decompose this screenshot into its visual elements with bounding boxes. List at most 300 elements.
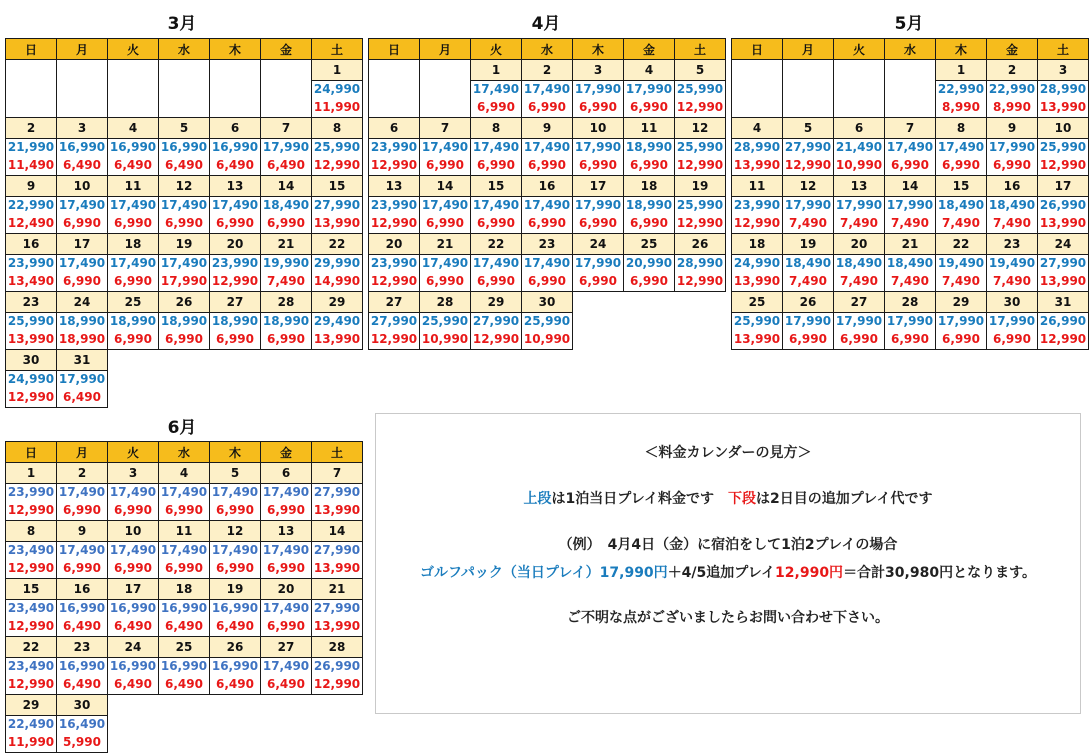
empty-cell [210, 716, 261, 753]
price-row [6, 542, 363, 579]
lower-price: 12,990 [1039, 332, 1087, 346]
upper-price: 25,990 [676, 140, 724, 154]
empty-cell [783, 81, 834, 118]
upper-price: 17,990 [886, 314, 934, 328]
day-prices [159, 600, 210, 637]
month-title: 3月 [167, 14, 197, 34]
lower-price: 6,490 [63, 158, 101, 172]
upper-price: 17,990 [886, 198, 934, 212]
empty-cell [312, 371, 363, 408]
empty-cell [210, 81, 261, 118]
lower-price: 6,990 [114, 332, 152, 346]
day-prices [108, 197, 159, 234]
lower-price: 6,990 [840, 332, 878, 346]
day-number: 19 [159, 234, 210, 255]
day-prices [6, 139, 57, 176]
day-number-row [732, 176, 1089, 197]
day-number-row [732, 118, 1089, 139]
day-prices [936, 197, 987, 234]
upper-price: 17,490 [472, 256, 520, 270]
lower-price: 6,990 [216, 561, 254, 575]
day-prices [57, 484, 108, 521]
upper-price: 19,990 [262, 256, 310, 270]
day-number: 23 [522, 234, 573, 255]
upper-price: 16,990 [160, 659, 208, 673]
upper-price: 17,490 [262, 601, 310, 615]
day-prices [6, 716, 57, 753]
lower-price: 6,990 [165, 503, 203, 517]
lower-price: 6,990 [267, 332, 305, 346]
lower-price: 7,490 [789, 274, 827, 288]
upper-price: 17,990 [58, 372, 106, 386]
day-prices [57, 197, 108, 234]
upper-price: 17,490 [421, 140, 469, 154]
empty-cell [369, 81, 420, 118]
lower-price: 7,490 [942, 274, 980, 288]
upper-price: 27,990 [1039, 256, 1087, 270]
upper-price: 28,990 [676, 256, 724, 270]
lower-price: 13,990 [1039, 274, 1087, 288]
day-number: 8 [6, 521, 57, 542]
empty-cell [675, 313, 726, 350]
day-number: 17 [57, 234, 108, 255]
empty-cell [6, 60, 57, 81]
upper-price: 27,990 [313, 601, 361, 615]
day-number: 13 [210, 176, 261, 197]
lower-desc: は2日目の追加プレイ代です [756, 491, 933, 507]
lower-price: 6,990 [114, 561, 152, 575]
lower-price: 12,990 [784, 158, 832, 172]
upper-price: 17,490 [211, 198, 259, 212]
upper-price: 21,990 [7, 140, 55, 154]
upper-price: 17,990 [262, 140, 310, 154]
upper-price: 17,490 [211, 543, 259, 557]
upper-price: 17,490 [937, 140, 985, 154]
weekday-label: 土 [312, 39, 363, 60]
price-row [6, 600, 363, 637]
weekday-label: 土 [1038, 39, 1089, 60]
day-prices [210, 313, 261, 350]
lower-price: 12,990 [676, 216, 724, 230]
day-number-row [6, 579, 363, 600]
day-prices [471, 197, 522, 234]
day-number: 31 [1038, 292, 1089, 313]
weekday-label: 水 [159, 442, 210, 463]
day-prices [312, 197, 363, 234]
day-number: 2 [987, 60, 1038, 81]
upper-price: 27,990 [784, 140, 832, 154]
upper-price: 23,990 [370, 198, 418, 212]
day-prices [987, 255, 1038, 292]
day-number: 2 [57, 463, 108, 484]
upper-price: 17,990 [988, 314, 1036, 328]
extra-price: 12,990円 [775, 565, 844, 581]
lower-price: 12,990 [211, 274, 259, 288]
day-number: 14 [420, 176, 471, 197]
lower-price: 6,990 [993, 332, 1031, 346]
upper-price: 16,990 [160, 140, 208, 154]
day-prices [312, 658, 363, 695]
day-number-row [6, 292, 363, 313]
calendar-table-april [368, 38, 726, 350]
day-prices [522, 197, 573, 234]
day-prices [783, 139, 834, 176]
day-prices [732, 139, 783, 176]
day-number: 26 [783, 292, 834, 313]
day-number: 14 [261, 176, 312, 197]
day-number: 13 [834, 176, 885, 197]
lower-price: 6,990 [114, 274, 152, 288]
day-number: 7 [261, 118, 312, 139]
lower-price: 12,990 [370, 332, 418, 346]
empty-cell [834, 60, 885, 81]
day-number: 26 [675, 234, 726, 255]
day-prices [471, 255, 522, 292]
month-title: 5月 [894, 14, 924, 34]
day-number: 21 [261, 234, 312, 255]
upper-price: 24,990 [313, 82, 361, 96]
legend-contact: ご不明な点がございましたらお問い合わせ下さい。 [567, 610, 889, 626]
day-prices [57, 658, 108, 695]
lower-price: 7,490 [891, 274, 929, 288]
price-row [6, 197, 363, 234]
lower-price: 6,990 [477, 158, 515, 172]
upper-price: 17,990 [574, 82, 622, 96]
upper-price: 20,990 [625, 256, 673, 270]
upper-price: 18,990 [625, 198, 673, 212]
day-prices [1038, 197, 1089, 234]
empty-cell [108, 60, 159, 81]
upper-price: 23,490 [7, 543, 55, 557]
day-number: 16 [522, 176, 573, 197]
day-prices [312, 600, 363, 637]
lower-price: 6,490 [267, 677, 305, 691]
upper-price: 17,990 [625, 82, 673, 96]
upper-price: 16,990 [109, 601, 157, 615]
lower-price: 12,990 [370, 158, 418, 172]
pack-price: ゴルフパック（当日プレイ）17,990円 [420, 565, 668, 581]
upper-price: 17,490 [109, 198, 157, 212]
day-number: 7 [312, 463, 363, 484]
day-number: 8 [936, 118, 987, 139]
day-prices [108, 313, 159, 350]
upper-price: 17,490 [472, 198, 520, 212]
lower-price: 6,990 [942, 332, 980, 346]
day-number: 27 [210, 292, 261, 313]
calendar-table-june [5, 441, 363, 753]
weekday-header-row [369, 39, 726, 60]
upper-price: 23,990 [370, 140, 418, 154]
lower-price: 6,990 [267, 561, 305, 575]
upper-price: 17,490 [472, 140, 520, 154]
day-number: 11 [108, 176, 159, 197]
empty-cell [834, 81, 885, 118]
day-number: 4 [159, 463, 210, 484]
day-number: 23 [6, 292, 57, 313]
lower-price: 6,990 [528, 274, 566, 288]
day-number: 15 [936, 176, 987, 197]
empty-cell [108, 695, 159, 716]
upper-price: 17,490 [58, 485, 106, 499]
day-number: 22 [312, 234, 363, 255]
day-number: 20 [834, 234, 885, 255]
day-prices [159, 197, 210, 234]
day-number: 31 [57, 350, 108, 371]
empty-cell [210, 60, 261, 81]
weekday-label: 木 [210, 39, 261, 60]
upper-price: 23,490 [7, 601, 55, 615]
empty-cell [159, 371, 210, 408]
day-prices [783, 313, 834, 350]
day-prices [6, 255, 57, 292]
upper-label: 上段 [523, 491, 552, 507]
lower-price: 12,990 [7, 561, 55, 575]
day-number: 10 [1038, 118, 1089, 139]
weekday-label: 木 [210, 442, 261, 463]
day-number: 14 [885, 176, 936, 197]
lower-price: 6,490 [114, 619, 152, 633]
price-row [732, 139, 1089, 176]
upper-price: 16,490 [58, 717, 106, 731]
upper-price: 22,990 [7, 198, 55, 212]
upper-price: 18,990 [109, 314, 157, 328]
day-prices [834, 313, 885, 350]
upper-price: 27,990 [370, 314, 418, 328]
day-number: 1 [936, 60, 987, 81]
lower-price: 7,490 [840, 274, 878, 288]
day-prices [834, 255, 885, 292]
day-prices [6, 542, 57, 579]
calendar-table-may [731, 38, 1089, 350]
day-number: 29 [936, 292, 987, 313]
day-prices [312, 81, 363, 118]
day-number: 18 [159, 579, 210, 600]
legend-calculation [376, 562, 1080, 582]
price-row [6, 658, 363, 695]
day-prices [369, 313, 420, 350]
lower-price: 6,990 [165, 216, 203, 230]
lower-price: 12,990 [7, 677, 55, 691]
price-row [369, 313, 726, 350]
day-prices [885, 197, 936, 234]
price-row [732, 197, 1089, 234]
day-prices [732, 197, 783, 234]
day-number: 3 [57, 118, 108, 139]
day-prices [159, 658, 210, 695]
lower-price: 6,990 [267, 503, 305, 517]
lower-price: 7,490 [891, 216, 929, 230]
lower-price: 6,990 [477, 216, 515, 230]
price-row [369, 81, 726, 118]
upper-price: 17,490 [523, 198, 571, 212]
day-prices [261, 658, 312, 695]
day-number-row [369, 176, 726, 197]
price-row [6, 371, 363, 408]
day-number: 20 [261, 579, 312, 600]
upper-price: 23,990 [211, 256, 259, 270]
lower-price: 13,990 [7, 332, 55, 346]
price-row [6, 313, 363, 350]
upper-price: 17,490 [211, 485, 259, 499]
day-prices [1038, 313, 1089, 350]
day-prices [57, 542, 108, 579]
day-prices [675, 81, 726, 118]
lower-price: 6,990 [165, 561, 203, 575]
day-number: 23 [57, 637, 108, 658]
upper-desc: は1泊当日プレイ料金です [551, 491, 728, 507]
upper-price: 16,990 [58, 601, 106, 615]
day-number: 3 [1038, 60, 1089, 81]
upper-price: 21,490 [835, 140, 883, 154]
lower-price: 13,990 [733, 158, 781, 172]
day-number: 12 [675, 118, 726, 139]
weekday-header-row [732, 39, 1089, 60]
lower-price: 6,990 [630, 100, 668, 114]
upper-price: 26,990 [1039, 198, 1087, 212]
day-prices [624, 255, 675, 292]
day-prices [57, 139, 108, 176]
day-number: 24 [57, 292, 108, 313]
upper-price: 17,990 [835, 198, 883, 212]
weekday-label: 日 [6, 39, 57, 60]
upper-price: 24,990 [7, 372, 55, 386]
empty-cell [108, 350, 159, 371]
day-number: 21 [312, 579, 363, 600]
day-number: 4 [108, 118, 159, 139]
day-prices [108, 542, 159, 579]
lower-price: 13,990 [1039, 216, 1087, 230]
weekday-label: 金 [261, 442, 312, 463]
empty-cell [624, 313, 675, 350]
day-prices [108, 600, 159, 637]
day-number: 20 [369, 234, 420, 255]
lower-price: 6,490 [165, 158, 203, 172]
upper-price: 18,990 [262, 314, 310, 328]
lower-label: 下段 [728, 491, 756, 507]
empty-cell [261, 716, 312, 753]
day-number-row [6, 521, 363, 542]
day-number: 17 [573, 176, 624, 197]
empty-cell [210, 350, 261, 371]
day-prices [312, 255, 363, 292]
day-number-row [369, 60, 726, 81]
day-prices [108, 658, 159, 695]
lower-price: 7,490 [789, 216, 827, 230]
day-number-row [6, 463, 363, 484]
empty-cell [159, 350, 210, 371]
lower-price: 8,990 [942, 100, 980, 114]
lower-price: 6,990 [579, 100, 617, 114]
upper-price: 23,990 [370, 256, 418, 270]
day-prices [783, 197, 834, 234]
day-prices [261, 197, 312, 234]
price-row [732, 81, 1089, 118]
day-number: 19 [783, 234, 834, 255]
upper-price: 27,990 [313, 485, 361, 499]
weekday-label: 火 [108, 39, 159, 60]
upper-price: 17,490 [160, 256, 208, 270]
weekday-label: 火 [108, 442, 159, 463]
empty-cell [261, 350, 312, 371]
lower-price: 7,490 [840, 216, 878, 230]
empty-cell [261, 60, 312, 81]
lower-price: 6,990 [579, 274, 617, 288]
empty-cell [159, 81, 210, 118]
day-prices [261, 313, 312, 350]
lower-price: 6,990 [426, 158, 464, 172]
day-prices [522, 313, 573, 350]
upper-price: 17,990 [835, 314, 883, 328]
day-number: 22 [471, 234, 522, 255]
day-prices [210, 197, 261, 234]
legend-panel [375, 413, 1081, 714]
upper-price: 23,990 [733, 198, 781, 212]
weekday-label: 木 [573, 39, 624, 60]
day-prices [573, 255, 624, 292]
weekday-label: 金 [987, 39, 1038, 60]
day-number: 10 [573, 118, 624, 139]
day-number: 13 [261, 521, 312, 542]
empty-cell [261, 371, 312, 408]
day-prices [57, 371, 108, 408]
empty-cell [210, 695, 261, 716]
upper-price: 16,990 [160, 601, 208, 615]
empty-cell [420, 81, 471, 118]
day-number-row [369, 118, 726, 139]
upper-price: 25,990 [1039, 140, 1087, 154]
day-prices [936, 81, 987, 118]
upper-price: 17,990 [784, 198, 832, 212]
day-number-row [6, 695, 363, 716]
upper-price: 17,990 [988, 140, 1036, 154]
day-prices [210, 542, 261, 579]
upper-price: 22,990 [937, 82, 985, 96]
day-number: 18 [108, 234, 159, 255]
day-number: 27 [369, 292, 420, 313]
lower-price: 6,490 [216, 677, 254, 691]
upper-price: 17,490 [523, 256, 571, 270]
day-number: 25 [159, 637, 210, 658]
day-number: 9 [57, 521, 108, 542]
upper-price: 17,490 [262, 485, 310, 499]
lower-price: 6,490 [216, 619, 254, 633]
day-number-row [732, 60, 1089, 81]
lower-price: 6,490 [63, 390, 101, 404]
day-prices [783, 255, 834, 292]
day-prices [420, 197, 471, 234]
upper-price: 25,990 [421, 314, 469, 328]
lower-price: 6,990 [63, 561, 101, 575]
lower-price: 6,990 [63, 274, 101, 288]
day-prices [261, 542, 312, 579]
day-prices [522, 255, 573, 292]
day-number: 1 [6, 463, 57, 484]
day-number: 4 [732, 118, 783, 139]
lower-price: 6,490 [63, 677, 101, 691]
upper-price: 17,490 [421, 198, 469, 212]
upper-price: 17,490 [160, 543, 208, 557]
day-number: 25 [624, 234, 675, 255]
empty-cell [57, 81, 108, 118]
lower-price: 6,990 [630, 158, 668, 172]
lower-price: 6,990 [63, 216, 101, 230]
upper-price: 16,990 [58, 659, 106, 673]
day-number: 12 [159, 176, 210, 197]
day-number: 10 [57, 176, 108, 197]
day-prices [936, 139, 987, 176]
day-number: 22 [936, 234, 987, 255]
day-number: 12 [210, 521, 261, 542]
